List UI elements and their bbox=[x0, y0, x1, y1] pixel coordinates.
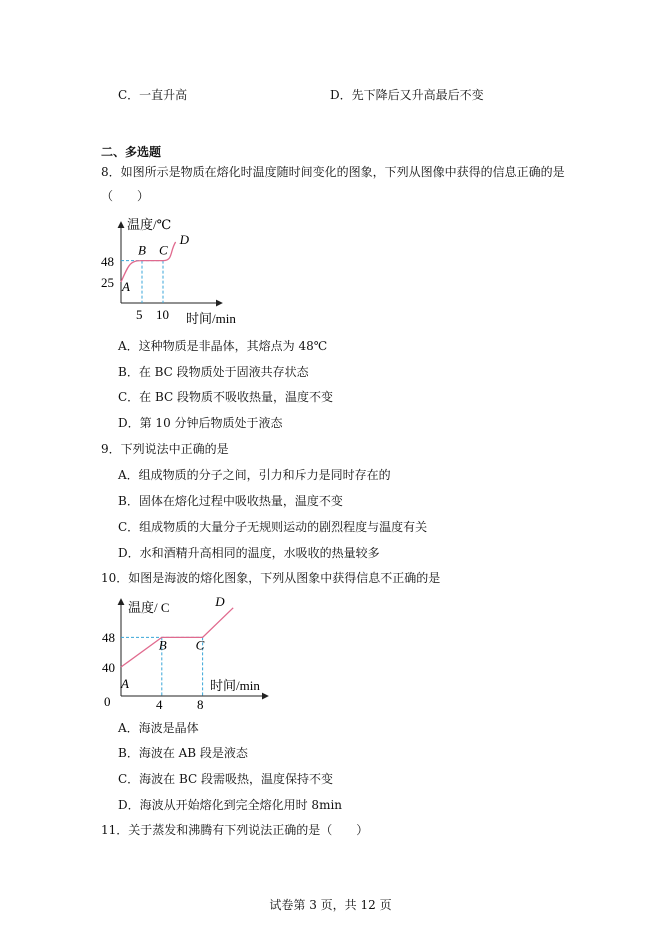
q8-option-d: D．第 10 分钟后物质处于液态 bbox=[118, 416, 283, 430]
origin-label: 0 bbox=[104, 694, 111, 709]
q10-option-a: A．海波是晶体 bbox=[118, 721, 199, 735]
y-axis-label: 温度/℃ bbox=[127, 217, 172, 232]
point-label-c: C bbox=[159, 242, 168, 258]
y-tick-label: 48 bbox=[101, 254, 114, 269]
q8-stem: 8．如图所示是物质在熔化时温度随时间变化的图象，下列从图像中获得的信息正确的是 bbox=[101, 165, 565, 179]
q10-stem: 10．如图是海波的熔化图象，下列从图象中获得信息不正确的是 bbox=[101, 571, 441, 585]
x-tick-label: 5 bbox=[136, 307, 143, 322]
point-label-a: A bbox=[121, 676, 129, 691]
q10-option-b: B．海波在 AB 段是液态 bbox=[118, 746, 248, 760]
q8-option-a: A．这种物质是非晶体，其熔点为 48℃ bbox=[118, 339, 328, 353]
x-tick-label: 4 bbox=[156, 697, 163, 712]
q8-option-c: C．在 BC 段物质不吸收热量，温度不变 bbox=[118, 390, 334, 404]
q10-option-c: C．海波在 BC 段需吸热，温度保持不变 bbox=[118, 772, 334, 786]
q8-option-b: B．在 BC 段物质处于固液共存状态 bbox=[118, 365, 309, 379]
option-d: D．先下降后又升高最后不变 bbox=[330, 88, 484, 102]
q9-option-d: D．水和酒精升高相同的温度，水吸收的热量较多 bbox=[118, 546, 380, 560]
q9-option-b: B．固体在熔化过程中吸收热量，温度不变 bbox=[118, 494, 343, 508]
q9-stem: 9．下列说法中正确的是 bbox=[101, 442, 229, 456]
point-label-b: B bbox=[158, 637, 167, 653]
point-label-d: D bbox=[215, 593, 225, 609]
y-tick-label: 25 bbox=[101, 275, 114, 290]
q11-stem: 11．关于蒸发和沸腾有下列说法正确的是（ ） bbox=[101, 823, 369, 837]
y-tick-label: 40 bbox=[102, 660, 115, 675]
x-axis-label: 时间/min bbox=[210, 678, 260, 693]
point-label-c: C bbox=[195, 637, 205, 653]
y-tick-label: 48 bbox=[102, 630, 115, 645]
x-tick-label: 8 bbox=[197, 697, 204, 712]
q9-option-c: C．组成物质的大量分子无规则运动的剧烈程度与温度有关 bbox=[118, 520, 428, 534]
x-axis-label: 时间/min bbox=[186, 311, 236, 326]
x-tick-label: 10 bbox=[156, 307, 169, 322]
point-label-d: D bbox=[179, 232, 189, 248]
y-axis-label: 温度/ C bbox=[128, 600, 170, 615]
q9-option-a: A．组成物质的分子之间，引力和斥力是同时存在的 bbox=[118, 468, 391, 482]
point-label-b: B bbox=[138, 242, 146, 258]
option-c: C．一直升高 bbox=[118, 88, 188, 102]
q10-option-d: D．海波从开始熔化到完全熔化用时 8min bbox=[118, 798, 343, 812]
page-footer: 试卷第 3 页，共 12 页 bbox=[269, 898, 392, 912]
section-title: 二、多选题 bbox=[101, 145, 162, 159]
point-label-a: A bbox=[122, 279, 130, 294]
q8-bracket: （ ） bbox=[101, 189, 150, 203]
